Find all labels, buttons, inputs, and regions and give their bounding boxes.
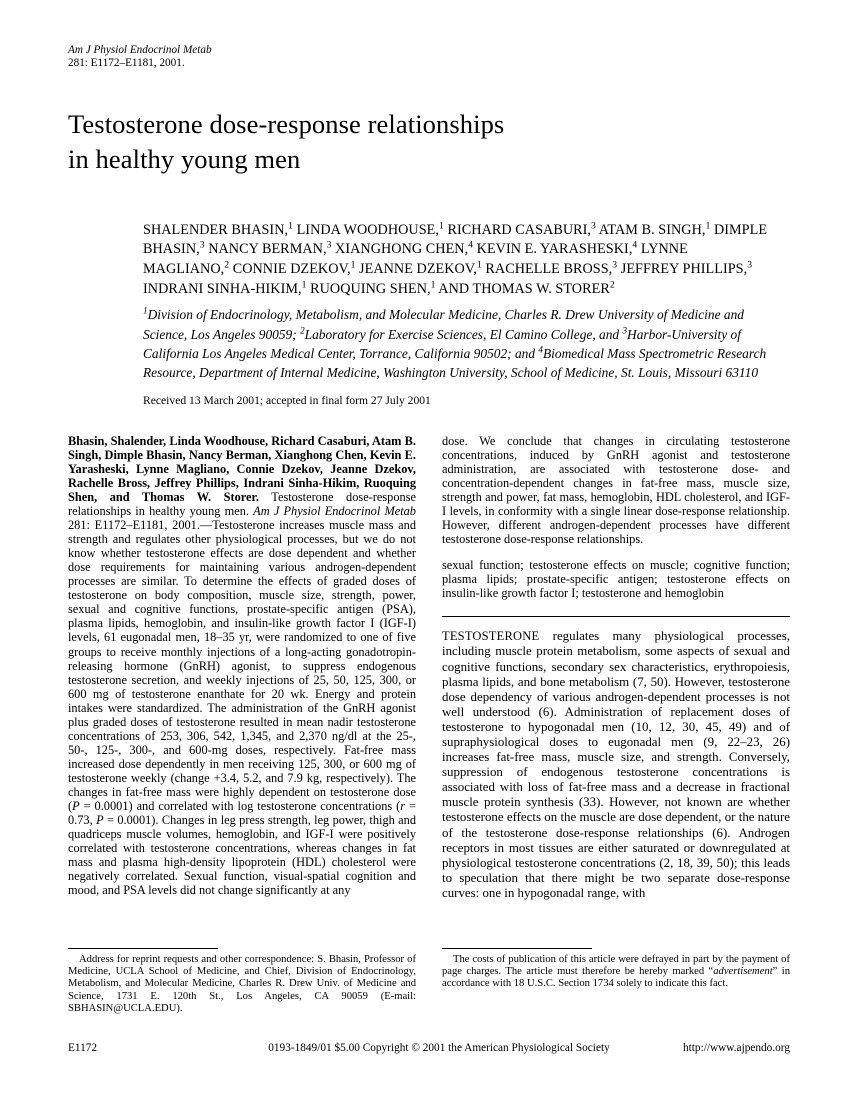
right-column — [442, 434, 790, 901]
page-title — [68, 107, 708, 177]
abstract-paragraph-1: Bhasin, Shalender, Linda Woodhouse, Richard Casaburi, Atam B. Singh, Dimple Bhasin, Nancy Berman, Xianghong Chen, Kevin E. Yarasheski, Lynne Magliano, Connie Dzekov, Jeanne Dzekov, Rachelle Bross, Jeffrey Phillips, Indrani Sinha-Hikim, Ruoquing Shen, and Thomas W. Storer. Testosterone dose-response relationships in healthy young men. Am J Physiol Endocrinol Metab 281: E1172–E1181, 2001.—Testosterone increases muscle mass and strength and regulates other physiological processes, but we do not know whether testosterone effects are dose dependent and whether dose requirements for maintaining various androgen-dependent processes are similar. To determine the effects of graded doses of testosterone on body composition, muscle size, strength, power, sexual and cognitive functions, prostate-specific antigen (PSA), plasma lipids, hemoglobin, and insulin-like growth factor I (IGF-I) levels, 61 eugonadal men, 18–35 yr, were randomized to one of five groups to receive monthly injections of a long-acting gonadotropin-releasing hormone (GnRH) agonist, to suppress endogenous testosterone secretion, and weekly injections of 25, 50, 125, 300, or 600 mg of testosterone enanthate for 20 wk. Energy and protein intakes were standardized. The administration of the GnRH agonist plus graded doses of testosterone resulted in mean nadir testosterone concentrations of 253, 306, 542, 1,345, and 2,370 ng/dl at the 25-, 50-, 125-, 300-, and 600-mg doses, respectively. Fat-free mass increased dose dependently in men receiving 125, 300, or 600 mg of testosterone weekly (change +3.4, 5.2, and 7.9 kg, respectively). The changes in fat-free mass were highly dependent on testosterone dose (P = 0.0001) and correlated with log testosterone concentrations (r = 0.73, P = 0.0001). Changes in leg press strength, leg power, thigh and quadriceps muscle volumes, hemoglobin, and IGF-I were positively correlated with testosterone concentrations, whereas changes in fat mass and plasma high-density lipoprotein (HDL) cholesterol were negatively correlated. Sexual function, visual-spatial cognition and mood, and PSA levels did not change significantly at any — [68, 433, 416, 898]
journal-reference — [68, 44, 788, 71]
affiliations: $^1$Division of Endocrinology, Metabolism, and Molecular Medicine, Charles R. Drew University of Medicine and Science, Los Angeles 90059; $^2$Laboratory for Exercise Sciences, El Camino College, and $^3$Harbor-University of California Los Angeles Medical Center, Torrance, California 90502; and $^4$Biomedical Mass Spectrometric Research Resource, Department of Internal Medicine, Washington University, School of Medicine, St. Louis, Missouri 63110 — [143, 305, 767, 381]
footnote-rule-right — [442, 948, 592, 949]
journal-name: Am J Physiol Endocrinol Metab — [68, 44, 212, 56]
author-list: SHALENDER BHASIN,$^1$ LINDA WOODHOUSE,$^1$ RICHARD CASABURI,$^3$ ATAM B. SINGH,$^1$ DIMPLE BHASIN,$^3$ NANCY BERMAN,$^3$ XIANGHONG CHEN,$^4$ KEVIN E. YARASHESKI,$^4$ LYNNE MAGLIANO,$^2$ CONNIE DZEKOV,$^1$ JEANNE DZEKOV,$^1$ RACHELLE BROSS,$^3$ JEFFREY PHILLIPS,$^3$ INDRANI SINHA-HIKIM,$^1$ RUOQUING SHEN,$^1$ AND THOMAS W. STORER$^2$ — [143, 220, 768, 297]
journal-volume-pages: 281: E1172–E1181, 2001. — [68, 57, 185, 70]
footer-copyright: 0193-1849/01 $5.00 Copyright © 2001 the American Physiological Society — [268, 1042, 610, 1054]
footer-page-number: E1172 — [68, 1042, 98, 1054]
received-accepted-line: Received 13 March 2001; accepted in final form 27 July 2001 — [143, 393, 431, 407]
page-footer — [68, 1042, 790, 1055]
intro-lead-word: TESTOSTERONE — [442, 629, 540, 644]
footer-url[interactable]: http://www.ajpendo.org — [683, 1042, 790, 1054]
footnote-right-column — [442, 948, 790, 1015]
left-column — [68, 434, 416, 901]
abstract-paragraph-2: dose. We conclude that changes in circulating testosterone concentrations, induced by GnRH agonist and testosterone administration, are associated with testosterone dose- and concentration-dependent changes in fat-free mass, muscle size, strength and power, fat mass, hemoglobin, HDL cholesterol, and IGF-I levels, in conformity with a single linear dose-response relationship. However, different androgen-dependent processes have different testosterone dose-response relationships. — [442, 433, 790, 547]
keywords: sexual function; testosterone effects on muscle; cognitive function; plasma lipids; prostate-specific antigen; testosterone effects on insulin-like growth factor I; testosterone and hemoglobin — [442, 558, 790, 601]
footnote-left-column — [68, 948, 416, 1015]
two-column-body — [68, 434, 790, 901]
intro-body-text: regulates many physiological processes, including muscle protein metabolism, some aspects of sexual and cognitive functions, secondary sex characteristics, erythropoiesis, plasma lipids, and bone metabolism (7, 50). However, testosterone dose dependency of various androgen-dependent processes is not well understood (6). Administration of replacement doses of testosterone to hypogonadal men (10, 12, 30, 45, 49) and of supraphysiological doses to eugonadal men (9, 22–23, 26) increases fat-free mass, muscle size, and strength. Conversely, suppression of endogenous testosterone concentrations is associated with loss of fat-free mass and a decrease in fractional muscle protein synthesis (33). However, not known are whether testosterone effects on the muscle are dose dependent, or the nature of the testosterone dose-response relationships (6). Androgen receptors in most tissues are either saturated or downregulated at physiological testosterone concentrations (2, 18, 39, 50); this leads to speculation that there might be two separate dose-response curves: one in hypogonadal range, with — [442, 629, 790, 900]
correspondence-footnote: Address for reprint requests and other correspondence: S. Bhasin, Professor of Medicine, UCLA School of Medicine, and Chief, Division of Endocrinology, Metabolism, and Molecular Medicine, Charles R. Drew Univ. of Medicine and Science, 1731 E. 120th St., Los Angeles, CA 90059 (E-mail: SBHASIN@UCLA.EDU). — [68, 954, 416, 1014]
footnote-rule-left — [68, 948, 218, 949]
footnotes-region — [68, 948, 790, 1015]
introduction-paragraph — [442, 629, 790, 901]
publication-costs-footnote: The costs of publication of this article were defrayed in part by the payment of page charges. The article must therefore be hereby marked “advertisement” in accordance with 18 U.S.C. Section 1734 solely to indicate this fact. — [442, 954, 790, 990]
authors-affiliations-block — [143, 221, 768, 408]
section-divider-rule — [442, 616, 790, 617]
title-line-1: Testosterone dose-response relationships — [68, 108, 505, 139]
title-line-2: in healthy young men — [68, 143, 301, 174]
